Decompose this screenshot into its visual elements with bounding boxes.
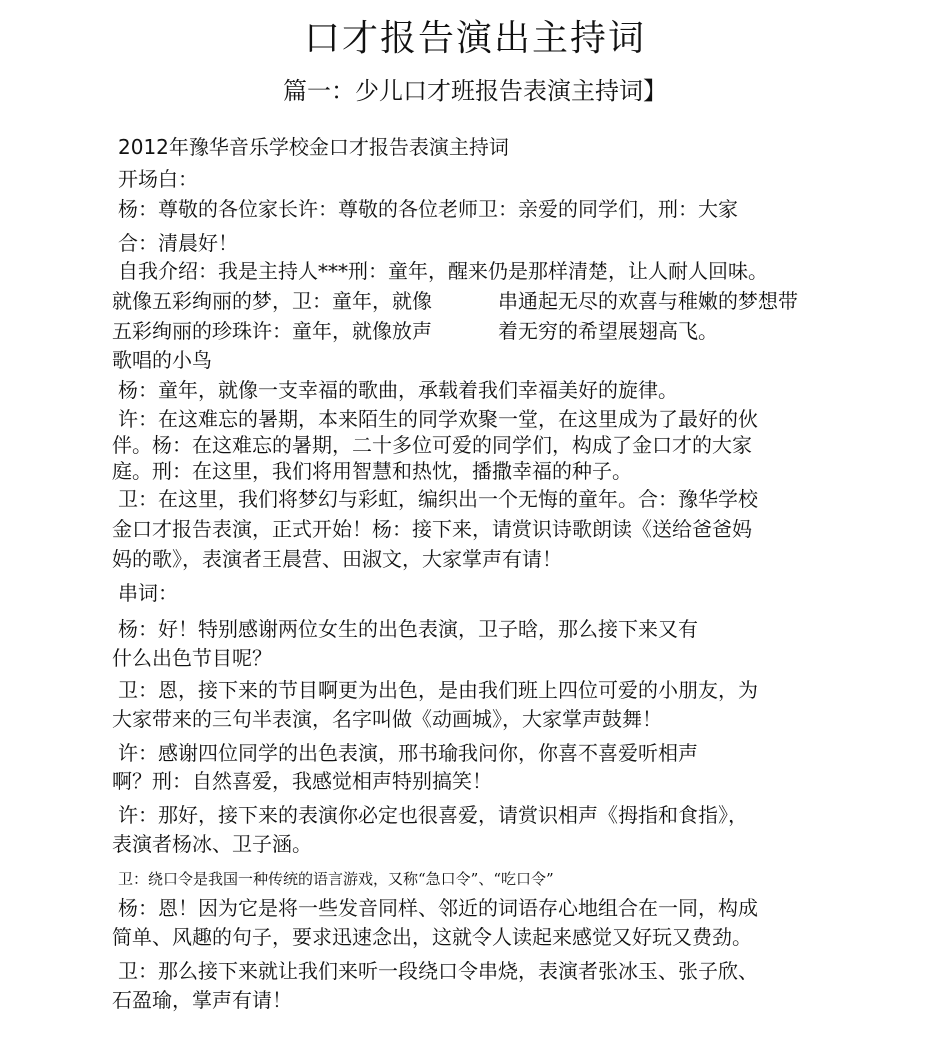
text-line: 金口才报告表演，正式开始！杨：接下来，请赏识诗歌朗读《送给爸爸妈 xyxy=(112,517,752,541)
text-line: 着无穷的希望展翅高飞。 xyxy=(498,319,718,343)
text-line: 串词： xyxy=(118,581,178,605)
document-subtitle: 篇一：少儿口才班报告表演主持词】 xyxy=(283,77,667,105)
text-line: 开场白： xyxy=(118,167,198,191)
text-line: 许：在这难忘的暑期，本来陌生的同学欢聚一堂，在这里成为了最好的伙 xyxy=(118,407,758,431)
text-line: 卫：在这里，我们将梦幻与彩虹，编织出一个无悔的童年。合：豫华学校 xyxy=(118,487,758,511)
text-line: 许：那好，接下来的表演你必定也很喜爱，请赏识相声《拇指和食指》， xyxy=(118,803,748,827)
text-line: 五彩绚丽的珍珠许：童年，就像放声 xyxy=(112,319,432,343)
text-line: 卫：恩，接下来的节目啊更为出色，是由我们班上四位可爱的小朋友，为 xyxy=(118,678,758,702)
text-line: 大家带来的三句半表演，名字叫做《动画城》，大家掌声鼓舞！ xyxy=(112,707,662,731)
text-line: 卫：绕口令是我国一种传统的语言游戏，又称“急口令”、“吃口令” xyxy=(118,870,554,888)
text-line: 合：清晨好！ xyxy=(118,231,238,255)
text-line: 石盈瑜，掌声有请！ xyxy=(112,988,292,1012)
text-line: 歌唱的小鸟 xyxy=(112,348,212,372)
text-line: 就像五彩绚丽的梦，卫：童年，就像 xyxy=(112,289,432,313)
text-line: 杨：童年，就像一支幸福的歌曲，承载着我们幸福美好的旋律。 xyxy=(118,378,678,402)
text-line: 杨：尊敬的各位家长许：尊敬的各位老师卫：亲爱的同学们，刑：大家 xyxy=(118,197,738,221)
document-title: 口才报告演出主持词 xyxy=(303,18,646,59)
text-line: 简单、风趣的句子，要求迅速念出，这就令人读起来感觉又好玩又费劲。 xyxy=(112,925,752,949)
text-line: 自我介绍：我是主持人***刑：童年，醒来仍是那样清楚，让人耐人回味。 xyxy=(118,259,768,283)
text-line: 妈的歌》，表演者王晨营、田淑文，大家掌声有请！ xyxy=(112,547,562,571)
text-line: 2012年豫华音乐学校金口才报告表演主持词 xyxy=(118,135,509,159)
text-line: 杨：好！特别感谢两位女生的出色表演，卫子晗，那么接下来又有 xyxy=(118,617,698,641)
text-line: 许：感谢四位同学的出色表演，邢书瑜我问你，你喜不喜爱听相声 xyxy=(118,741,698,765)
text-line: 串通起无尽的欢喜与稚嫩的梦想带 xyxy=(498,289,798,313)
text-line: 庭。刑：在这里，我们将用智慧和热忱，播撒幸福的种子。 xyxy=(112,459,632,483)
text-line: 表演者杨冰、卫子涵。 xyxy=(112,832,312,856)
text-line: 杨：恩！因为它是将一些发音同样、邻近的词语存心地组合在一同，构成 xyxy=(118,896,758,920)
text-line: 什么出色节目呢？ xyxy=(112,646,272,670)
text-line: 卫：那么接下来就让我们来听一段绕口令串烧，表演者张冰玉、张子欣、 xyxy=(118,959,758,983)
text-line: 啊？刑：自然喜爱，我感觉相声特别搞笑！ xyxy=(112,769,492,793)
text-line: 伴。杨：在这难忘的暑期，二十多位可爱的同学们，构成了金口才的大家 xyxy=(112,433,752,457)
